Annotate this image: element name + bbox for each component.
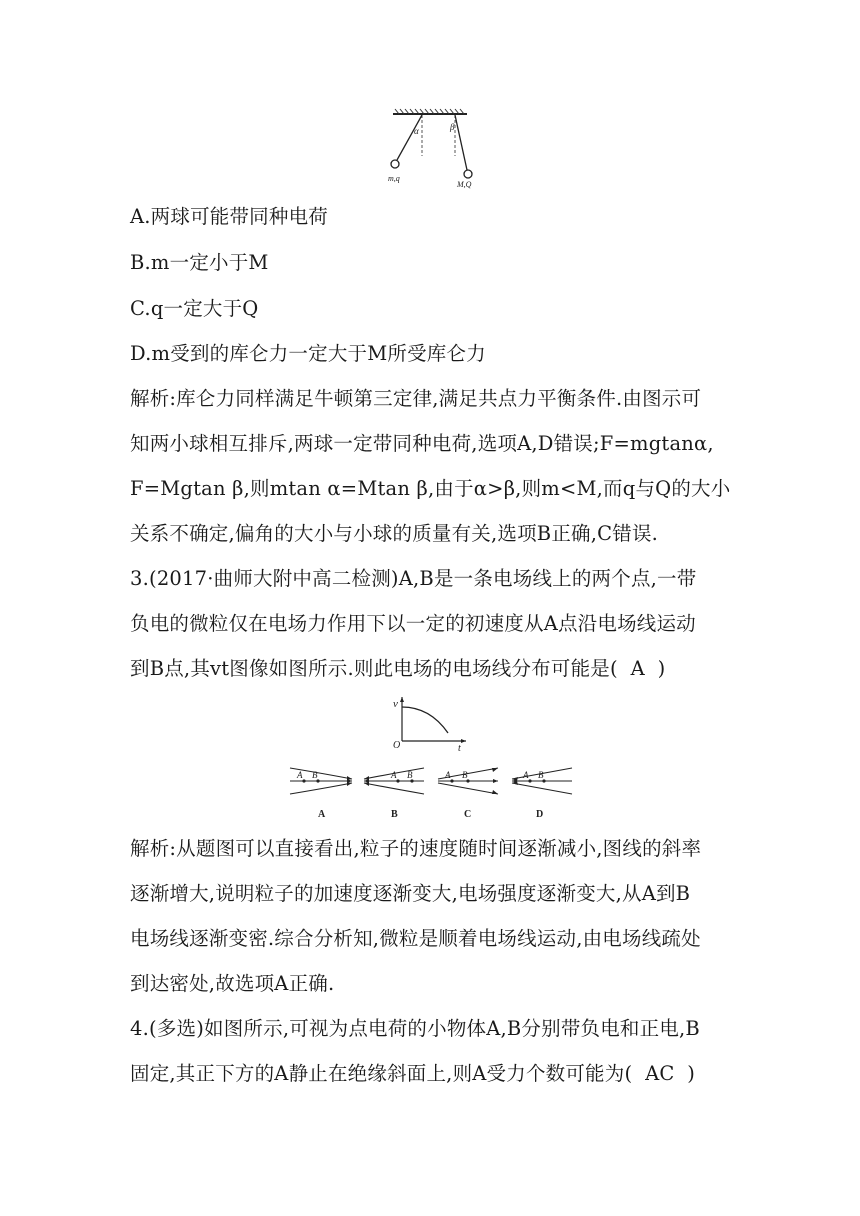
pendulum-figure (385, 108, 475, 190)
analysis-line: 电场线逐渐变密.综合分析知,微粒是顺着电场线运动,由电场线疏处 (130, 927, 701, 950)
point-b-label: B (462, 770, 468, 780)
question-3-line: 到B点,其vt图像如图所示.则此电场的电场线分布可能是( A ) (130, 657, 666, 680)
point-a-label: A (445, 770, 451, 780)
vt-graph-figure (390, 693, 470, 753)
option-label-a: A (318, 809, 326, 820)
ball-M-label: M,Q (457, 180, 472, 189)
point-b-label: B (312, 770, 318, 780)
t-axis-label: t (458, 743, 461, 753)
point-a-label: A (391, 770, 397, 780)
option-b: B.m一定小于M (130, 251, 269, 274)
option-label-c: C (464, 809, 472, 820)
analysis-line: 知两小球相互排斥,两球一定带同种电荷,选项A,D错误;F=mgtanα, (130, 432, 714, 455)
angle-alpha-label: α (414, 126, 419, 136)
analysis-line: F=Mgtan β,则mtan α=Mtan β,由于α>β,则m<M,而q与Q的大小 (130, 477, 731, 500)
ball-m-label: m,q (388, 174, 400, 183)
point-a-label: A (297, 770, 303, 780)
question-3-line: 3.(2017·曲师大附中高二检测)A,B是一条电场线上的两个点,一带 (130, 567, 697, 590)
option-c: C.q一定大于Q (130, 297, 259, 320)
question-4-line: 4.(多选)如图所示,可视为点电荷的小物体A,B分别带负电和正电,B (130, 1017, 700, 1040)
option-d: D.m受到的库仑力一定大于M所受库仑力 (130, 342, 486, 365)
v-axis-label: v (393, 698, 398, 710)
analysis-line: 逐渐增大,说明粒子的加速度逐渐变大,电场强度逐渐变大,从A到B (130, 882, 691, 905)
field-lines-figure (286, 760, 576, 822)
origin-label: O (393, 740, 401, 751)
analysis-line: 到达密处,故选项A正确. (130, 972, 335, 995)
option-label-d: D (536, 809, 544, 820)
point-a-label: A (523, 770, 529, 780)
angle-beta-label: β (450, 122, 455, 132)
analysis-line: 解析:库仑力同样满足牛顿第三定律,满足共点力平衡条件.由图示可 (130, 387, 702, 410)
point-b-label: B (407, 770, 413, 780)
analysis-line: 解析:从题图可以直接看出,粒子的速度随时间逐渐减小,图线的斜率 (130, 837, 702, 860)
point-b-label: B (538, 770, 544, 780)
option-label-b: B (391, 809, 398, 820)
option-a: A.两球可能带同种电荷 (130, 205, 328, 228)
question-4-line: 固定,其正下方的A静止在绝缘斜面上,则A受力个数可能为( AC ) (130, 1062, 696, 1085)
analysis-line: 关系不确定,偏角的大小与小球的质量有关,选项B正确,C错误. (130, 522, 659, 545)
question-3-line: 负电的微粒仅在电场力作用下以一定的初速度从A点沿电场线运动 (130, 612, 696, 635)
